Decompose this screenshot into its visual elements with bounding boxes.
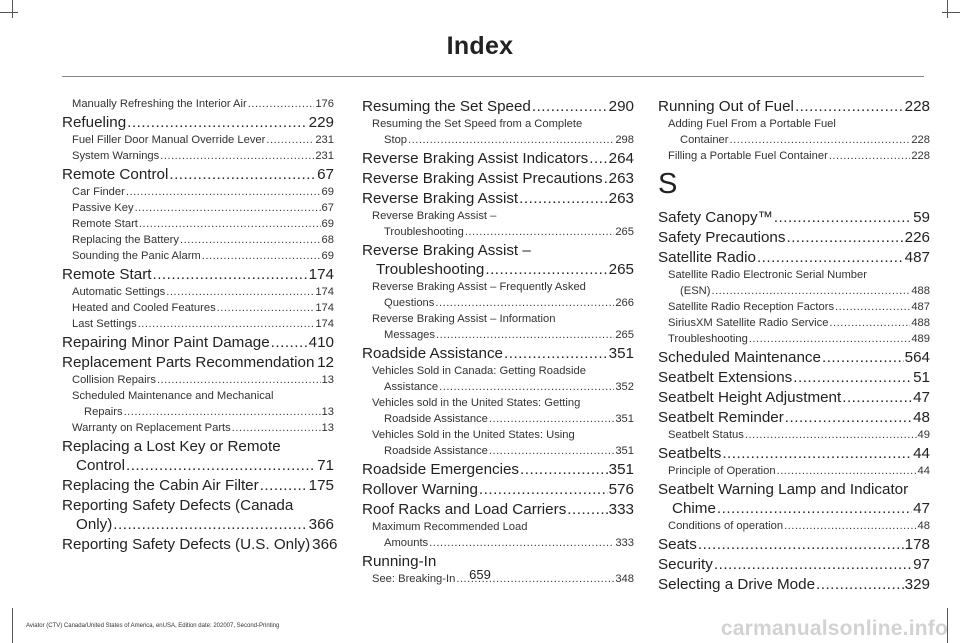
entry-label: Seats (658, 536, 697, 553)
entry-label: Principle of Operation (668, 465, 776, 477)
dot-leader (429, 535, 614, 551)
entry-page-number: 333 (615, 537, 634, 549)
entry-page-number: 67 (317, 166, 334, 183)
index-entry-heading: Vehicles Sold in Canada: Getting Roadside (372, 365, 586, 377)
entry-page-number: 44 (913, 445, 930, 462)
entry-label: Roadside Assistance (362, 345, 503, 362)
dot-leader (520, 460, 608, 479)
entry-page-number: 59 (913, 209, 930, 226)
entry-label: Security (658, 556, 713, 573)
entry-label: Replacing the Cabin Air Filter (62, 477, 259, 494)
entry-page-number: 263 (608, 170, 634, 187)
dot-leader (785, 408, 912, 427)
entry-page-number: 67 (321, 202, 334, 214)
entry-label: Chime (672, 500, 716, 517)
entry-label: Warranty on Replacement Parts (72, 422, 231, 434)
entry-page-number: 68 (321, 234, 334, 246)
index-entry-heading: Running-In (362, 553, 437, 570)
entry-label: Roadside Assistance (384, 445, 488, 457)
entry-label: Stop (384, 134, 408, 146)
dot-leader (266, 132, 314, 148)
index-subentry[interactable] (62, 184, 334, 200)
dot-leader (135, 200, 321, 216)
entry-label: Roadside Assistance (384, 413, 488, 425)
index-entry[interactable] (362, 460, 634, 479)
dot-leader (166, 284, 314, 300)
dot-leader (784, 518, 916, 534)
index-entry-heading: Reverse Braking Assist – (372, 210, 497, 222)
dot-leader (248, 96, 315, 112)
index-entry[interactable] (658, 248, 930, 267)
index-entry-heading: Resuming the Set Speed from a Complete (372, 118, 583, 130)
dot-leader (589, 149, 607, 168)
entry-page-number: 333 (608, 501, 634, 518)
entry-label: Troubleshooting (384, 226, 464, 238)
index-entry[interactable] (362, 149, 634, 168)
entry-page-number: 174 (308, 266, 334, 283)
entry-label: Remote Start (62, 266, 152, 283)
dot-leader (485, 260, 607, 279)
entry-page-number: 97 (913, 556, 930, 573)
index-subentry[interactable] (658, 315, 930, 331)
entry-label: Satellite Radio (658, 249, 756, 266)
index-entry[interactable] (362, 260, 634, 279)
index-subentry[interactable] (362, 535, 634, 551)
entry-page-number: 44 (917, 465, 930, 477)
watermark: carmanualsonline.info (720, 617, 948, 640)
index-column-1 (62, 96, 338, 554)
dot-leader (722, 444, 912, 463)
entry-label: Automatic Settings (72, 286, 166, 298)
index-entry-heading: Vehicles Sold in the United States: Using (372, 429, 575, 441)
entry-label: Reverse Braking Assist Precautions (362, 170, 603, 187)
dot-leader (795, 97, 904, 116)
dot-leader (567, 500, 607, 519)
entry-label: SiriusXM Satellite Radio Service (668, 317, 829, 329)
index-entry[interactable] (658, 368, 930, 387)
entry-label: Reverse Braking Assist Indicators (362, 150, 589, 167)
dot-leader (160, 148, 314, 164)
dot-leader (202, 248, 321, 264)
index-entry[interactable] (658, 97, 930, 116)
entry-page-number: 348 (615, 573, 634, 585)
entry-page-number: 264 (608, 150, 634, 167)
title-divider (62, 76, 924, 77)
entry-label: Messages (384, 329, 435, 341)
entry-label: Fuel Filler Door Manual Override Lever (72, 134, 266, 146)
entry-page-number: 488 (911, 285, 930, 297)
index-entry-heading: Maximum Recommended Load (372, 521, 528, 533)
entry-page-number: 174 (315, 318, 334, 330)
index-subentry[interactable] (62, 248, 334, 264)
dot-leader (408, 132, 614, 148)
index-entry[interactable] (62, 353, 334, 372)
dot-leader (786, 228, 903, 247)
index-entry[interactable] (62, 476, 334, 495)
dot-leader (126, 184, 321, 200)
entry-page-number: 298 (615, 134, 634, 146)
dot-leader (532, 97, 608, 116)
entry-label: Resuming the Set Speed (362, 98, 531, 115)
index-subentry[interactable] (62, 96, 334, 112)
entry-label: Rollover Warning (362, 481, 478, 498)
index-entry[interactable] (62, 515, 334, 534)
entry-label: Roof Racks and Load Carriers (362, 501, 567, 518)
entry-page-number: 178 (904, 536, 930, 553)
dot-leader (489, 443, 614, 459)
entry-page-number: 366 (312, 536, 338, 553)
entry-page-number: 263 (608, 190, 634, 207)
entry-page-number: 174 (315, 302, 334, 314)
index-entry[interactable] (362, 344, 634, 363)
entry-label: Reverse Braking Assist (362, 190, 519, 207)
entry-page-number: 576 (608, 481, 634, 498)
dot-leader (757, 248, 904, 267)
entry-label: Reporting Safety Defects (U.S. Only) (62, 536, 311, 553)
entry-label: Filling a Portable Fuel Container (668, 150, 828, 162)
index-entry-heading: Vehicles sold in the United States: Getting (372, 397, 581, 409)
index-entry[interactable] (62, 456, 334, 475)
index-entry[interactable] (362, 169, 634, 188)
entry-label: Repairing Minor Paint Damage (62, 334, 270, 351)
index-column-2 (362, 96, 634, 587)
entry-label: Repairs (84, 406, 123, 418)
crop-mark (12, 0, 13, 18)
index-entry[interactable] (658, 499, 930, 518)
entry-page-number: 352 (615, 381, 634, 393)
entry-page-number: 366 (308, 516, 334, 533)
entry-page-number: 229 (308, 114, 334, 131)
entry-label: Car Finder (72, 186, 125, 198)
index-entry[interactable] (362, 480, 634, 499)
index-subentry[interactable] (658, 518, 930, 534)
entry-label: Assistance (384, 381, 439, 393)
dot-leader (439, 379, 614, 395)
dot-leader (124, 404, 321, 420)
index-entry-heading: Seatbelt Warning Lamp and Indicator (658, 481, 909, 498)
index-subentry[interactable] (62, 284, 334, 300)
entry-page-number: 47 (913, 500, 930, 517)
index-entry-heading: Satellite Radio Electronic Serial Number (668, 269, 867, 281)
index-subentry[interactable] (658, 331, 930, 347)
entry-page-number: 351 (608, 345, 634, 362)
dot-leader (139, 216, 321, 232)
entry-label: Last Settings (72, 318, 137, 330)
entry-label: (ESN) (680, 285, 711, 297)
entry-label: Conditions of operation (668, 520, 784, 532)
dot-leader (793, 368, 912, 387)
entry-page-number: 175 (308, 477, 334, 494)
crop-mark (947, 0, 948, 18)
dot-leader (180, 232, 321, 248)
entry-page-number: 12 (317, 354, 334, 371)
index-entry[interactable] (658, 348, 930, 367)
entry-label: Safety Precautions (658, 229, 786, 246)
index-subentry[interactable] (362, 132, 634, 148)
entry-label: See: Breaking-In (372, 573, 456, 585)
entry-label: Seatbelt Reminder (658, 409, 784, 426)
dot-leader (711, 283, 910, 299)
entry-page-number: 13 (321, 374, 334, 386)
entry-label: Refueling (62, 114, 127, 131)
index-entry-heading: Reporting Safety Defects (Canada (62, 497, 294, 514)
dot-leader (777, 463, 917, 479)
entry-label: Roadside Emergencies (362, 461, 520, 478)
entry-page-number: 69 (321, 186, 334, 198)
dot-leader (774, 208, 912, 227)
entry-page-number: 13 (321, 422, 334, 434)
index-entry[interactable] (658, 408, 930, 427)
entry-page-number: 69 (321, 250, 334, 262)
index-subentry[interactable] (362, 379, 634, 395)
index-subentry[interactable] (62, 216, 334, 232)
dot-leader (232, 420, 321, 436)
dot-leader (126, 456, 316, 475)
entry-page-number: 226 (904, 229, 930, 246)
dot-leader (749, 331, 911, 347)
entry-label: Satellite Radio Reception Factors (668, 301, 835, 313)
crop-mark (12, 608, 13, 643)
dot-leader (271, 333, 308, 352)
dot-leader (113, 515, 307, 534)
entry-page-number: 265 (615, 329, 634, 341)
dot-leader (169, 165, 316, 184)
entry-label: Seatbelts (658, 445, 722, 462)
dot-leader (698, 535, 904, 554)
entry-label: Replacement Parts Recommendation (62, 354, 315, 371)
entry-page-number: 351 (615, 413, 634, 425)
index-subentry[interactable] (362, 224, 634, 240)
page-title: Index (446, 32, 514, 60)
dot-leader (435, 295, 614, 311)
entry-label: Running Out of Fuel (658, 98, 794, 115)
entry-page-number: 487 (904, 249, 930, 266)
index-subentry[interactable] (62, 132, 334, 148)
index-subentry[interactable] (62, 372, 334, 388)
dot-leader (436, 327, 614, 343)
footer-edition-text: Aviator (CTV) Canada/United States of America, enUSA, Edition date: 202007, Second-Printing (26, 623, 280, 629)
index-subentry[interactable] (658, 427, 930, 443)
index-entry[interactable] (362, 189, 634, 208)
dot-leader (157, 372, 321, 388)
dot-leader (717, 499, 912, 518)
dot-leader (315, 353, 316, 372)
entry-label: Seatbelt Height Adjustment (658, 389, 842, 406)
entry-label: Collision Repairs (72, 374, 156, 386)
index-subentry[interactable] (62, 232, 334, 248)
index-subentry[interactable] (62, 404, 334, 420)
index-subentry[interactable] (362, 443, 634, 459)
index-entry-heading: Reverse Braking Assist – Information (372, 313, 556, 325)
index-entry[interactable] (62, 165, 334, 184)
entry-page-number: 71 (317, 457, 334, 474)
crop-mark (0, 12, 18, 13)
entry-page-number: 48 (917, 520, 930, 532)
entry-page-number: 351 (608, 461, 634, 478)
entry-page-number: 51 (913, 369, 930, 386)
index-subentry[interactable] (62, 148, 334, 164)
dot-leader (217, 300, 315, 316)
index-column-3 (658, 96, 930, 594)
index-section-letter: S (658, 168, 678, 200)
entry-page-number: 47 (913, 389, 930, 406)
entry-page-number: 228 (911, 134, 930, 146)
entry-label: Safety Canopy™ (658, 209, 773, 226)
entry-page-number: 176 (315, 98, 334, 110)
entry-page-number: 69 (321, 218, 334, 230)
index-entry-heading: Scheduled Maintenance and Mechanical (72, 390, 274, 402)
dot-leader (519, 189, 608, 208)
dot-leader (835, 299, 910, 315)
entry-label: Remote Control (62, 166, 169, 183)
index-subentry[interactable] (62, 420, 334, 436)
entry-page-number: 488 (911, 317, 930, 329)
entry-label: Troubleshooting (668, 333, 748, 345)
entry-page-number: 231 (315, 150, 334, 162)
entry-label: Questions (384, 297, 435, 309)
entry-label: Troubleshooting (376, 261, 485, 278)
dot-leader (730, 132, 911, 148)
entry-page-number: 290 (608, 98, 634, 115)
dot-leader (829, 315, 910, 331)
entry-page-number: 174 (315, 286, 334, 298)
dot-leader (260, 476, 308, 495)
entry-label: Only) (76, 516, 113, 533)
entry-label: Seatbelt Extensions (658, 369, 793, 386)
dot-leader (829, 148, 911, 164)
entry-label: Sounding the Panic Alarm (72, 250, 201, 262)
dot-leader (604, 169, 608, 188)
entry-label: Replacing the Battery (72, 234, 179, 246)
entry-page-number: 487 (911, 301, 930, 313)
index-subentry[interactable] (362, 295, 634, 311)
index-entry[interactable] (362, 500, 634, 519)
entry-page-number: 329 (904, 576, 930, 593)
entry-page-number: 351 (615, 445, 634, 457)
entry-page-number: 266 (615, 297, 634, 309)
entry-page-number: 231 (315, 134, 334, 146)
entry-label: Control (76, 457, 125, 474)
index-subentry[interactable] (658, 148, 930, 164)
entry-label: Selecting a Drive Mode (658, 576, 816, 593)
entry-label: Heated and Cooled Features (72, 302, 216, 314)
index-subentry[interactable] (658, 463, 930, 479)
entry-page-number: 265 (615, 226, 634, 238)
index-entry[interactable] (658, 444, 930, 463)
entry-label: Remote Start (72, 218, 138, 230)
index-entry[interactable] (62, 113, 334, 132)
index-subentry[interactable] (362, 411, 634, 427)
dot-leader (504, 344, 608, 363)
entry-page-number: 13 (321, 406, 334, 418)
index-entry[interactable] (62, 535, 338, 554)
index-subentry[interactable] (62, 316, 334, 332)
entry-page-number: 265 (608, 261, 634, 278)
entry-label: Scheduled Maintenance (658, 349, 821, 366)
index-entry-heading: Adding Fuel From a Portable Fuel (668, 118, 836, 130)
index-entry[interactable] (658, 535, 930, 554)
entry-page-number: 564 (904, 349, 930, 366)
entry-label: Manually Refreshing the Interior Air (72, 98, 247, 110)
dot-leader (822, 348, 904, 367)
dot-leader (745, 427, 917, 443)
crop-mark (942, 12, 960, 13)
entry-label: Seatbelt Status (668, 429, 744, 441)
index-entry[interactable] (62, 265, 334, 284)
index-entry[interactable] (362, 97, 634, 116)
index-entry[interactable] (658, 228, 930, 247)
index-entry[interactable] (62, 333, 334, 352)
index-subentry[interactable] (658, 132, 930, 148)
index-subentry[interactable] (658, 299, 930, 315)
entry-page-number: 49 (917, 429, 930, 441)
index-subentry[interactable] (62, 300, 334, 316)
dot-leader (479, 480, 608, 499)
index-subentry[interactable] (658, 283, 930, 299)
entry-page-number: 489 (911, 333, 930, 345)
dot-leader (152, 265, 307, 284)
entry-page-number: 410 (308, 334, 334, 351)
entry-label: Amounts (384, 537, 429, 549)
entry-page-number: 228 (904, 98, 930, 115)
index-entry-heading: Replacing a Lost Key or Remote (62, 438, 281, 455)
page-number: 659 (469, 567, 491, 582)
entry-page-number: 228 (911, 150, 930, 162)
entry-label: System Warnings (72, 150, 160, 162)
index-entry[interactable] (658, 388, 930, 407)
dot-leader (127, 113, 307, 132)
dot-leader (138, 316, 315, 332)
entry-label: Passive Key (72, 202, 134, 214)
index-subentry[interactable] (62, 200, 334, 216)
index-entry[interactable] (658, 208, 930, 227)
entry-page-number: 48 (913, 409, 930, 426)
dot-leader (842, 388, 912, 407)
dot-leader (465, 224, 615, 240)
index-entry-heading: Reverse Braking Assist – (362, 242, 531, 259)
entry-label: Container (680, 134, 729, 146)
dot-leader (489, 411, 614, 427)
index-entry-heading: Reverse Braking Assist – Frequently Asked (372, 281, 586, 293)
index-subentry[interactable] (362, 327, 634, 343)
